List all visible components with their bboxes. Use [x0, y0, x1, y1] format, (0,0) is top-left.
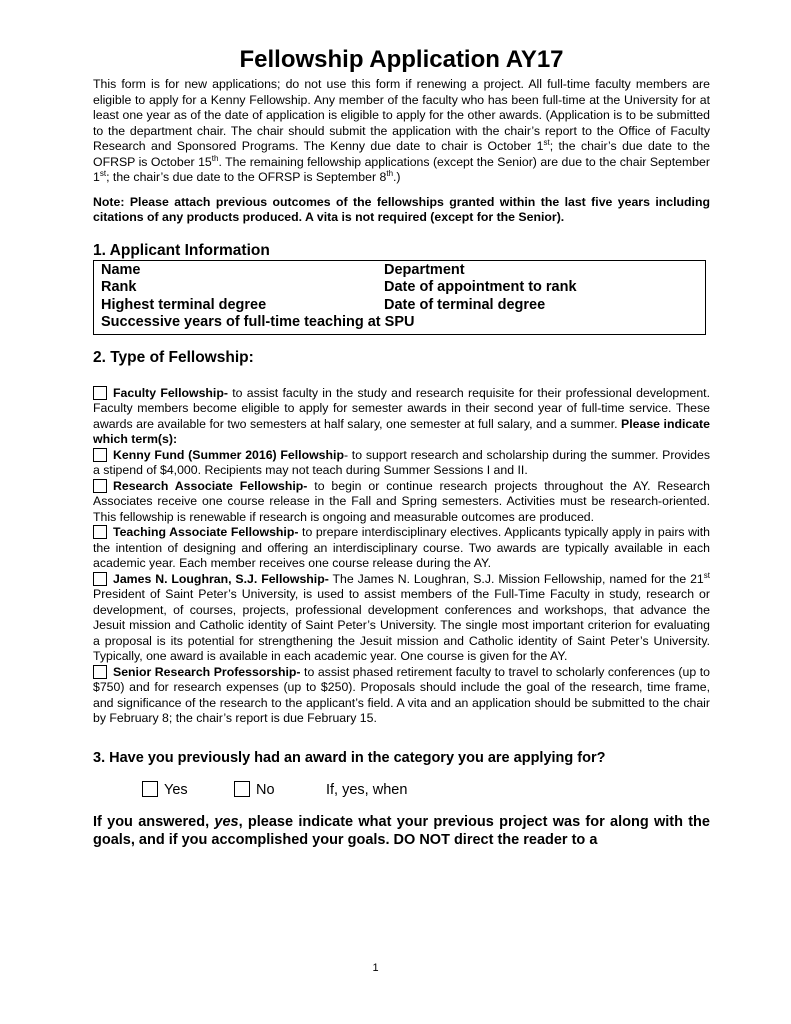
intro-sup-4: th — [386, 169, 394, 178]
degree-field-label[interactable]: Highest terminal degree — [101, 296, 267, 313]
kenny-fellowship-name: Kenny Fund (Summer 2016) Fellowship — [113, 447, 344, 462]
rank-field-label[interactable]: Rank — [101, 279, 137, 296]
research-associate-name: Research Associate Fellowship- — [113, 478, 308, 493]
document-page — [93, 46, 710, 850]
loughran-fellowship-option — [93, 572, 710, 665]
loughran-fellowship-name: James N. Loughran, S.J. Fellowship- — [113, 571, 329, 586]
faculty-fellowship-name: Faculty Fellowship- — [113, 385, 228, 400]
fellowship-type-heading: 2. Type of Fellowship: — [93, 348, 254, 366]
teaching-associate-desc: to prepare interdisciplinary electives. Applicants typically apply in pairs with the intention of designing and offering an interdisciplinary course. Two awards are typically available in each academic year. Each member receives one course release during the AY. — [93, 525, 710, 571]
page-number: 1 — [372, 962, 379, 974]
intro-text-1: This form is for new applications; do not use this form if renewing a project. All full-time faculty members are eligible to apply for a Kenny Fellowship. Any member of the faculty who has been full-time at the University for at least one year as of the date of application is eligible to apply for the other awards. (Application is to be submitted to the department chair. The chair should submit the application with the chair’s report to the Office of Faculty Research and Sponsored Programs. The Kenny due date to chair is October 1 — [93, 77, 710, 153]
loughran-sup: st — [703, 570, 710, 580]
faculty-fellowship-checkbox[interactable] — [93, 386, 107, 400]
applicant-info-box — [93, 260, 706, 335]
research-associate-checkbox[interactable] — [93, 479, 107, 493]
when-label: If, yes, when — [326, 781, 408, 798]
loughran-fellowship-checkbox[interactable] — [93, 572, 107, 586]
research-associate-option — [93, 479, 710, 526]
appointment-date-field-label[interactable]: Date of appointment to rank — [384, 279, 577, 296]
applicant-info-heading: 1. Applicant Information — [93, 241, 270, 259]
kenny-fellowship-checkbox[interactable] — [93, 448, 107, 462]
kenny-fellowship-desc: - to support research and scholarship during the summer. Provides a stipend of $4,000. Recipients may not teach during Summer Sessions I and II. — [93, 447, 710, 478]
prompt-text-2: , please indicate what your previous project was for along with the goals, and if you accomplished your goals. DO NOT direct the reader to a — [93, 813, 710, 849]
name-field-label[interactable]: Name — [101, 261, 141, 278]
teaching-associate-option — [93, 525, 710, 572]
faculty-fellowship-option — [93, 386, 710, 448]
yes-checkbox[interactable] — [142, 781, 158, 797]
no-checkbox[interactable] — [234, 781, 250, 797]
prompt-emphasis: yes — [214, 813, 239, 830]
page-title: Fellowship Application AY17 — [239, 46, 564, 73]
faculty-fellowship-desc: to assist faculty in the study and research requisite for their professional development. Faculty members become eligible to apply for semester awards in their second year of full-time service. These awards are available for two semesters at half salary, one semester at full salary, and a summer. — [93, 385, 710, 431]
info-row — [101, 314, 705, 332]
intro-sup-3: st — [99, 169, 107, 178]
senior-professorship-desc: to assist phased retirement faculty to travel to scholarly conferences (up to $750) and for research expenses (up to $250). Proposals should include the goal of the research, time frame, and significance of the research to the applicant’s field. A vita and an application should be submitted to the chair by February 8; the chair’s report is due February 15. — [93, 664, 710, 726]
senior-professorship-option — [93, 665, 710, 727]
info-row — [101, 279, 705, 297]
info-row — [101, 297, 705, 315]
intro-text-3: . The remaining fellowship applications (except the Senior) are due to the chair September 1 — [93, 154, 710, 184]
loughran-fellowship-desc-1: The James N. Loughran, S.J. Mission Fellowship, named for the 21 — [328, 571, 704, 586]
research-associate-desc: to begin or continue research projects throughout the AY. Research Associates receive one course release in the Fall and Spring semesters. Activities must be research-oriented. This fellowship is renewable if research is ongoing and measurable outcomes are produced. — [93, 478, 711, 524]
teaching-associate-name: Teaching Associate Fellowship- — [113, 525, 299, 540]
yes-option[interactable] — [142, 781, 234, 799]
faculty-fellowship-term-prompt: Please indicate which term(s): — [93, 416, 710, 447]
intro-sup-2: th — [211, 153, 219, 163]
previous-project-prompt — [93, 813, 710, 850]
senior-professorship-checkbox[interactable] — [93, 665, 107, 679]
department-field-label[interactable]: Department — [384, 261, 465, 278]
intro-text-5: .) — [393, 170, 401, 184]
senior-professorship-name: Senior Research Professorship- — [113, 664, 301, 679]
kenny-fellowship-option — [93, 448, 710, 479]
note-paragraph: Note: Please attach previous outcomes of the fellowships granted within the last five years including citations of any products produced. A vita is not required (except for the Senior). — [93, 194, 710, 224]
intro-sup-1: st — [543, 138, 550, 147]
prompt-text-1: If you answered, — [93, 813, 215, 830]
degree-date-field-label[interactable]: Date of terminal degree — [384, 296, 546, 313]
loughran-fellowship-desc-2: President of Saint Peter’s University, is used to assist members of the Full-Time Faculty in study, research or development, of courses, projects, professional development conferences and workshops, that advance the Jesuit mission and Catholic identity of Saint Peter’s University. The single most important criterion for evaluating a proposal is its potential for strengthening the Jesuit mission and Catholic identity of Saint Peter’s University. Typically, one award is available in each academic year. One course is given for the AY. — [93, 587, 710, 664]
previous-award-choices — [142, 781, 710, 799]
yes-label: Yes — [164, 781, 188, 798]
intro-text-4: ; the chair’s due date to the OFRSP is September 8 — [106, 170, 387, 184]
intro-text-2: ; the chair’s due date to the OFRSP is October 15 — [93, 139, 710, 169]
teaching-associate-checkbox[interactable] — [93, 525, 107, 539]
info-row — [101, 262, 705, 280]
teaching-years-field-label[interactable]: Successive years of full-time teaching at SPU — [101, 314, 415, 331]
no-label: No — [256, 781, 275, 798]
intro-paragraph — [93, 77, 710, 186]
previous-award-question: 3. Have you previously had an award in the category you are applying for? — [93, 749, 606, 766]
no-option[interactable] — [234, 781, 326, 799]
